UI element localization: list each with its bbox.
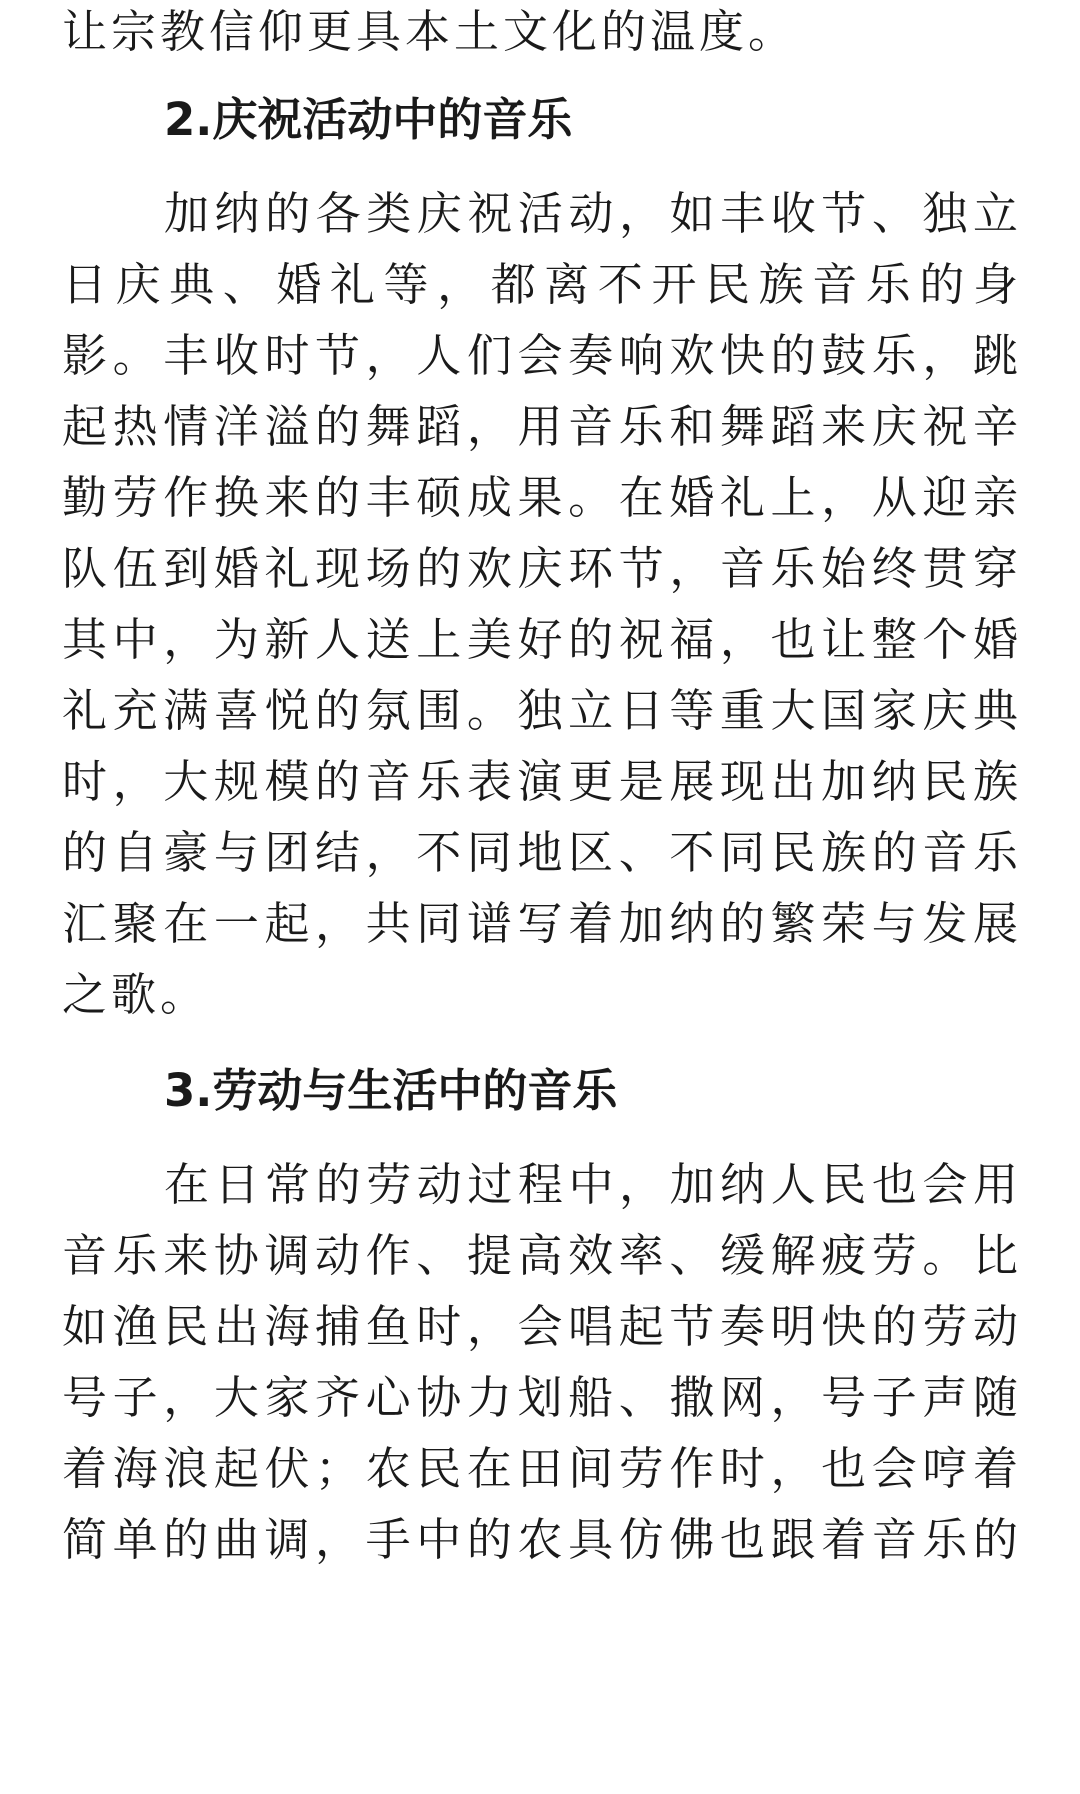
- paragraph-line: 着海浪起伏；农民在田间劳作时，也会哼着: [62, 1442, 1018, 1495]
- paragraph-line: 让宗教信仰更具本土文化的温度。: [62, 5, 798, 58]
- paragraph-line: 号子，大家齐心协力划船、撒网，号子声随: [62, 1371, 1018, 1424]
- paragraph-line: 其中，为新人送上美好的祝福，也让整个婚: [62, 613, 1018, 666]
- paragraph-line: 起热情洋溢的舞蹈，用音乐和舞蹈来庆祝辛: [62, 400, 1018, 453]
- paragraph-line: 简单的曲调，手中的农具仿佛也跟着音乐的: [62, 1513, 1018, 1566]
- paragraph-line: 的自豪与团结，不同地区、不同民族的音乐: [62, 826, 1018, 879]
- paragraph-line: 影。丰收时节，人们会奏响欢快的鼓乐，跳: [62, 329, 1018, 382]
- paragraph-line: 音乐来协调动作、提高效率、缓解疲劳。比: [62, 1229, 1018, 1282]
- paragraph-line: 礼充满喜悦的氛围。独立日等重大国家庆典: [62, 684, 1018, 737]
- paragraph-line: 队伍到婚礼现场的欢庆环节，音乐始终贯穿: [62, 542, 1018, 595]
- paragraph-line: 日庆典、婚礼等，都离不开民族音乐的身: [62, 258, 1018, 311]
- paragraph-line: 时，大规模的音乐表演更是展现出加纳民族: [62, 755, 1018, 808]
- paragraph-line: 勤劳作换来的丰硕成果。在婚礼上，从迎亲: [62, 471, 1018, 524]
- paragraph-line: 加纳的各类庆祝活动，如丰收节、独立: [164, 187, 1018, 240]
- section-heading-labor-life: 3.劳动与生活中的音乐: [164, 1064, 618, 1117]
- paragraph-line: 之歌。: [62, 968, 210, 1021]
- paragraph-line: 在日常的劳动过程中，加纳人民也会用: [164, 1158, 1018, 1211]
- section-heading-celebrations: 2.庆祝活动中的音乐: [164, 93, 573, 146]
- paragraph-line: 汇聚在一起，共同谱写着加纳的繁荣与发展: [62, 897, 1018, 950]
- paragraph-line: 如渔民出海捕鱼时，会唱起节奏明快的劳动: [62, 1300, 1018, 1353]
